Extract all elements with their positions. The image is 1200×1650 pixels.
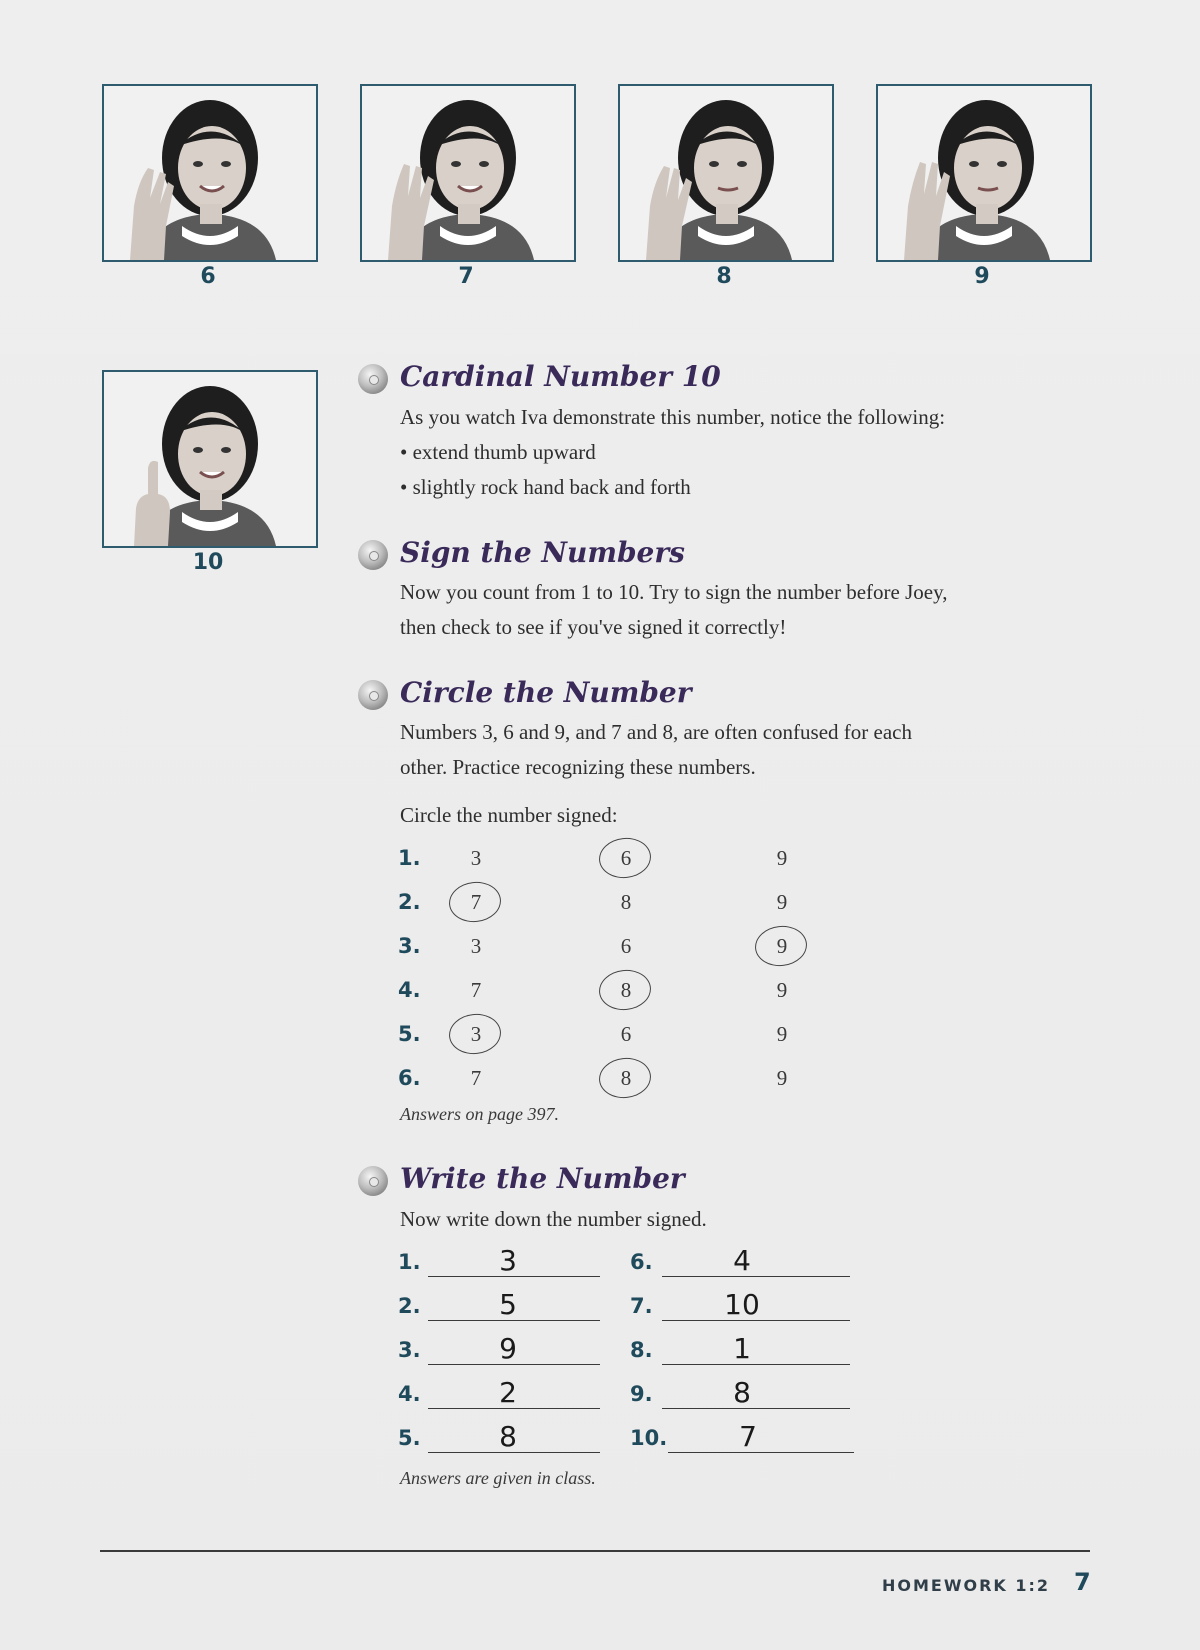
question-number: 4. [398, 978, 421, 1002]
page-number: 7 [1074, 1568, 1091, 1596]
write-answer-item [398, 1332, 604, 1372]
number-option[interactable]: 9 [776, 1022, 788, 1046]
write-answers-note: Answers are given in class. [400, 1468, 596, 1488]
footer-label: HOMEWORK 1:2 [882, 1576, 1051, 1595]
photo-sign-6 [102, 84, 318, 262]
number-option[interactable]: 8 [620, 890, 632, 914]
write-answer-item [630, 1332, 854, 1372]
question-number: 1. [398, 846, 421, 870]
signer-photo-icon [878, 86, 1090, 260]
number-option[interactable]: 6 [620, 1022, 632, 1046]
photo-sign-8 [618, 84, 834, 262]
circle-answers-note: Answers on page 397. [400, 1104, 559, 1124]
photo-sign-9 [876, 84, 1092, 262]
question-number: 8. [630, 1338, 653, 1362]
circle-row [398, 842, 818, 878]
cd-disc-icon [358, 1166, 388, 1196]
question-number: 5. [398, 1022, 421, 1046]
question-number: 10. [630, 1426, 668, 1450]
number-option[interactable]: 9 [776, 846, 788, 870]
cardinal-bullet: • slightly rock hand back and forth [400, 475, 691, 499]
section-title-sign: Sign the Numbers [400, 536, 685, 569]
number-option[interactable]: 3 [470, 846, 482, 870]
write-answer-item [398, 1288, 604, 1328]
question-number: 7. [630, 1294, 653, 1318]
write-answer-item [630, 1244, 854, 1284]
cd-disc-icon [358, 364, 388, 394]
write-answer-item [398, 1244, 604, 1284]
question-number: 3. [398, 1338, 421, 1362]
signer-photo-icon [362, 86, 574, 260]
write-answer-item [630, 1420, 854, 1460]
photo-label: 6 [200, 264, 216, 289]
circled-option[interactable]: 7 [461, 890, 491, 915]
handwritten-answer: 3 [499, 1244, 517, 1277]
question-number: 6. [630, 1250, 653, 1274]
circle-prompt: Circle the number signed: [400, 803, 618, 827]
sign-text: Now you count from 1 to 10. Try to sign the number before Joey, [400, 580, 948, 604]
circle-text: Numbers 3, 6 and 9, and 7 and 8, are often confused for each [400, 720, 912, 744]
photo-label: 7 [458, 264, 474, 289]
cd-disc-icon [358, 680, 388, 710]
write-answer-item [630, 1376, 854, 1416]
circled-option[interactable]: 6 [611, 846, 641, 871]
number-option[interactable]: 6 [620, 934, 632, 958]
number-option[interactable]: 9 [776, 890, 788, 914]
handwritten-answer: 1 [733, 1332, 751, 1365]
handwritten-answer: 8 [499, 1420, 517, 1453]
photo-sign-10 [102, 370, 318, 548]
number-option[interactable]: 9 [776, 978, 788, 1002]
number-option[interactable]: 3 [470, 934, 482, 958]
photo-sign-7 [360, 84, 576, 262]
question-number: 6. [398, 1066, 421, 1090]
number-option[interactable]: 7 [470, 1066, 482, 1090]
question-number: 5. [398, 1426, 421, 1450]
handwritten-answer: 5 [499, 1288, 517, 1321]
handwritten-answer: 10 [724, 1288, 760, 1321]
handwritten-answer: 4 [733, 1244, 751, 1277]
write-answer-item [398, 1420, 604, 1460]
photo-label: 9 [974, 264, 990, 289]
circled-option[interactable]: 8 [611, 978, 641, 1003]
sign-text: then check to see if you've signed it correctly! [400, 615, 787, 639]
handwritten-answer: 9 [499, 1332, 517, 1365]
write-answer-item [398, 1376, 604, 1416]
question-number: 4. [398, 1382, 421, 1406]
cardinal-intro: As you watch Iva demonstrate this number, notice the following: [400, 405, 946, 429]
section-title-write: Write the Number [400, 1162, 685, 1195]
circle-row [398, 886, 818, 922]
question-number: 1. [398, 1250, 421, 1274]
photo-label: 10 [192, 550, 224, 575]
circle-row [398, 1062, 818, 1098]
cd-disc-icon [358, 540, 388, 570]
number-option[interactable]: 9 [776, 1066, 788, 1090]
section-title-circle: Circle the Number [400, 676, 692, 709]
circle-row [398, 930, 818, 966]
circle-row [398, 1018, 818, 1054]
signer-photo-icon [104, 372, 316, 546]
question-number: 2. [398, 890, 421, 914]
photo-label: 8 [716, 264, 732, 289]
write-prompt: Now write down the number signed. [400, 1207, 707, 1231]
section-title-cardinal: Cardinal Number 10 [400, 360, 721, 393]
circled-option[interactable]: 9 [767, 934, 797, 959]
question-number: 9. [630, 1382, 653, 1406]
circle-text: other. Practice recognizing these numbers. [400, 755, 756, 779]
signer-photo-icon [104, 86, 316, 260]
cardinal-bullet: • extend thumb upward [400, 440, 596, 464]
circled-option[interactable]: 3 [461, 1022, 491, 1047]
signer-photo-icon [620, 86, 832, 260]
circle-row [398, 974, 818, 1010]
question-number: 2. [398, 1294, 421, 1318]
footer-divider [100, 1550, 1090, 1552]
handwritten-answer: 7 [739, 1420, 757, 1453]
handwritten-answer: 2 [499, 1376, 517, 1409]
handwritten-answer: 8 [733, 1376, 751, 1409]
write-answer-item [630, 1288, 854, 1328]
circled-option[interactable]: 8 [611, 1066, 641, 1091]
number-option[interactable]: 7 [470, 978, 482, 1002]
question-number: 3. [398, 934, 421, 958]
